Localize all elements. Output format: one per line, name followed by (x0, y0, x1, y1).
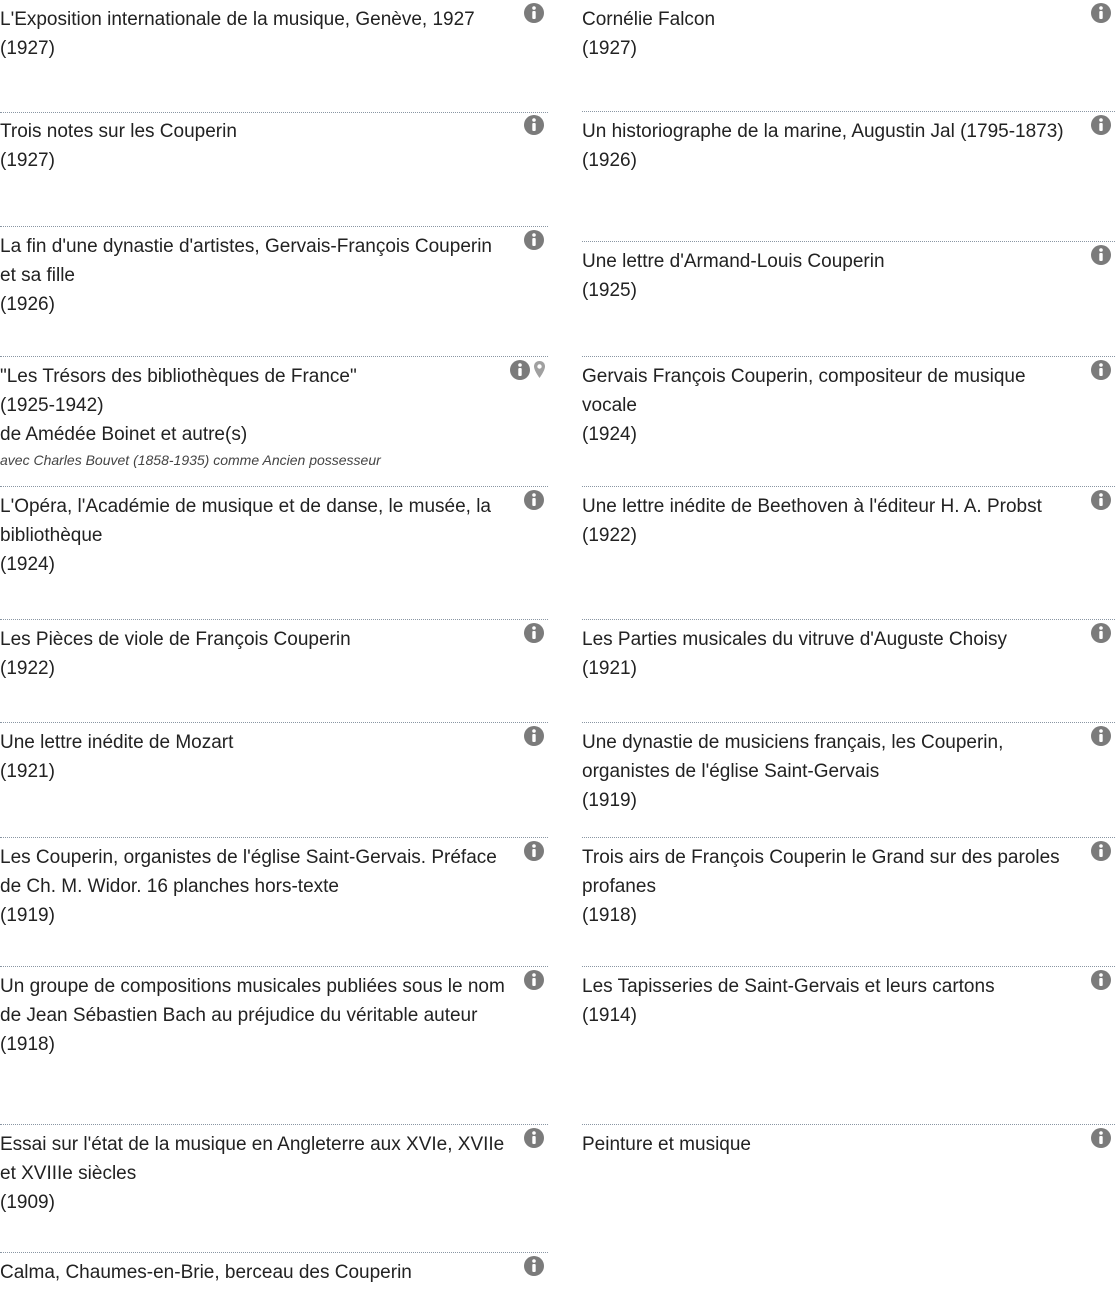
item-year: (1927) (582, 38, 637, 59)
list-item[interactable] (0, 1125, 548, 1253)
info-icon[interactable] (1089, 724, 1113, 748)
item-icons (522, 1254, 546, 1278)
item-year: (1918) (582, 905, 637, 926)
item-year: (1914) (582, 1005, 637, 1026)
item-title[interactable]: Une lettre d'Armand-Louis Couperin (582, 251, 885, 272)
item-title[interactable]: Trois notes sur les Couperin (0, 121, 237, 142)
list-item[interactable] (0, 227, 548, 357)
item-note: avec Charles Bouvet (1858-1935) comme Ancien possesseur (0, 452, 381, 468)
list-item[interactable] (582, 112, 1115, 242)
list-item[interactable] (582, 357, 1115, 487)
info-icon[interactable] (508, 358, 532, 382)
list-item[interactable] (0, 838, 548, 967)
item-title[interactable]: "Les Trésors des bibliothèques de France" (0, 366, 357, 387)
item-year: (1927) (0, 150, 55, 171)
list-item[interactable] (582, 838, 1115, 967)
item-author: de Amédée Boinet et autre(s) (0, 424, 248, 445)
list-item[interactable] (582, 723, 1115, 838)
item-text (582, 967, 1115, 1030)
info-icon[interactable] (1089, 113, 1113, 137)
item-icons (522, 228, 546, 252)
item-text (0, 838, 548, 930)
item-icons (522, 113, 546, 137)
item-title[interactable]: Une dynastie de musiciens français, les Couperin, organistes de l'église Saint-Gervais (582, 732, 1004, 782)
item-icons (1089, 1, 1113, 25)
item-title[interactable]: Peinture et musique (582, 1134, 751, 1155)
item-text (0, 227, 548, 319)
info-icon[interactable] (522, 1126, 546, 1150)
list-item[interactable] (582, 242, 1115, 357)
info-icon[interactable] (1089, 1126, 1113, 1150)
item-year: (1909) (0, 1192, 55, 1213)
item-year: (1918) (0, 1034, 55, 1055)
item-text (0, 620, 548, 683)
map-pin-icon[interactable] (533, 358, 546, 382)
item-year: (1919) (582, 790, 637, 811)
item-year: (1924) (0, 554, 55, 575)
info-icon[interactable] (522, 1254, 546, 1278)
info-icon[interactable] (1089, 1, 1113, 25)
item-title[interactable]: Les Parties musicales du vitruve d'Auguste Choisy (582, 629, 1007, 650)
info-icon[interactable] (522, 228, 546, 252)
item-text (582, 112, 1115, 175)
item-text (0, 0, 548, 63)
item-title[interactable]: Calma, Chaumes-en-Brie, berceau des Couperin (0, 1262, 412, 1283)
info-icon[interactable] (522, 724, 546, 748)
item-year: (1922) (582, 525, 637, 546)
list-item[interactable] (0, 487, 548, 620)
item-text (582, 1125, 1115, 1159)
item-year: (1919) (0, 905, 55, 926)
item-text (0, 112, 548, 175)
item-icons (522, 488, 546, 512)
item-text (582, 0, 1115, 63)
item-text (582, 838, 1115, 930)
item-icons (522, 1126, 546, 1150)
item-text (0, 357, 548, 471)
item-year: (1925) (582, 280, 637, 301)
list-item[interactable] (0, 357, 548, 487)
item-year: (1926) (0, 294, 55, 315)
item-title[interactable]: Les Tapisseries de Saint-Gervais et leurs cartons (582, 976, 995, 997)
item-icons (1089, 488, 1113, 512)
item-icons (522, 968, 546, 992)
item-icons (1089, 621, 1113, 645)
info-icon[interactable] (1089, 839, 1113, 863)
list-item[interactable] (0, 112, 548, 227)
list-item[interactable] (582, 0, 1115, 112)
item-text (582, 620, 1115, 683)
info-icon[interactable] (1089, 243, 1113, 267)
item-icons (1089, 839, 1113, 863)
item-icons (1089, 968, 1113, 992)
info-icon[interactable] (1089, 358, 1113, 382)
list-item[interactable] (0, 620, 548, 723)
item-text (582, 487, 1115, 550)
item-title[interactable]: L'Exposition internationale de la musique, Genève, 1927 (0, 9, 475, 30)
info-icon[interactable] (1089, 621, 1113, 645)
info-icon[interactable] (1089, 968, 1113, 992)
item-title[interactable]: L'Opéra, l'Académie de musique et de danse, le musée, la bibliothèque (0, 496, 491, 546)
item-title[interactable]: Essai sur l'état de la musique en Angleterre aux XVIe, XVIIe et XVIIIe siècles (0, 1134, 505, 1184)
item-year: (1924) (582, 424, 637, 445)
item-year: (1926) (582, 150, 637, 171)
list-item[interactable] (0, 0, 548, 113)
info-icon[interactable] (522, 968, 546, 992)
item-text (582, 723, 1115, 815)
info-icon[interactable] (522, 839, 546, 863)
item-text (582, 242, 1115, 305)
info-icon[interactable] (522, 488, 546, 512)
item-icons (522, 1, 546, 25)
item-text (0, 723, 548, 786)
item-icons (522, 839, 546, 863)
list-item[interactable] (0, 967, 548, 1125)
item-year: (1921) (582, 658, 637, 679)
item-year: (1927) (0, 38, 55, 59)
info-icon[interactable] (1089, 488, 1113, 512)
item-icons (1089, 113, 1113, 137)
item-title[interactable]: Les Couperin, organistes de l'église Saint-Gervais. Préface de Ch. M. Widor. 16 planches hors-texte (0, 847, 497, 897)
item-text (0, 1253, 548, 1287)
item-icons (1089, 243, 1113, 267)
item-title[interactable]: Un historiographe de la marine, Augustin Jal (1795-1873) (582, 121, 1064, 142)
list-item[interactable] (582, 487, 1115, 620)
list-item[interactable] (0, 1253, 548, 1293)
item-text (582, 357, 1115, 449)
item-title[interactable]: Les Pièces de viole de François Couperin (0, 629, 351, 650)
item-title[interactable]: Trois airs de François Couperin le Grand sur des paroles profanes (582, 847, 1060, 897)
item-year: (1925-1942) (0, 395, 104, 416)
item-title[interactable]: La fin d'une dynastie d'artistes, Gervais-François Couperin et sa fille (0, 236, 492, 286)
item-title[interactable]: Une lettre inédite de Mozart (0, 732, 234, 753)
item-text (0, 1125, 548, 1217)
item-title[interactable]: Cornélie Falcon (582, 9, 716, 30)
list-item[interactable] (0, 723, 548, 838)
item-icons (522, 724, 546, 748)
list-item[interactable] (582, 620, 1115, 723)
item-icons (1089, 724, 1113, 748)
item-text (0, 487, 548, 579)
item-icons (1089, 358, 1113, 382)
item-icons (1089, 1126, 1113, 1150)
item-year: (1922) (0, 658, 55, 679)
info-icon[interactable] (522, 113, 546, 137)
list-item[interactable] (582, 967, 1115, 1125)
item-title[interactable]: Une lettre inédite de Beethoven à l'éditeur H. A. Probst (582, 496, 1042, 517)
info-icon[interactable] (522, 621, 546, 645)
list-item[interactable] (582, 1125, 1115, 1185)
info-icon[interactable] (522, 1, 546, 25)
item-year: (1921) (0, 761, 55, 782)
item-title[interactable]: Un groupe de compositions musicales publiées sous le nom de Jean Sébastien Bach au préjudice du véritable auteur (0, 976, 505, 1026)
item-icons (508, 358, 546, 382)
item-title[interactable]: Gervais François Couperin, compositeur de musique vocale (582, 366, 1026, 416)
item-text (0, 967, 548, 1059)
item-icons (522, 621, 546, 645)
